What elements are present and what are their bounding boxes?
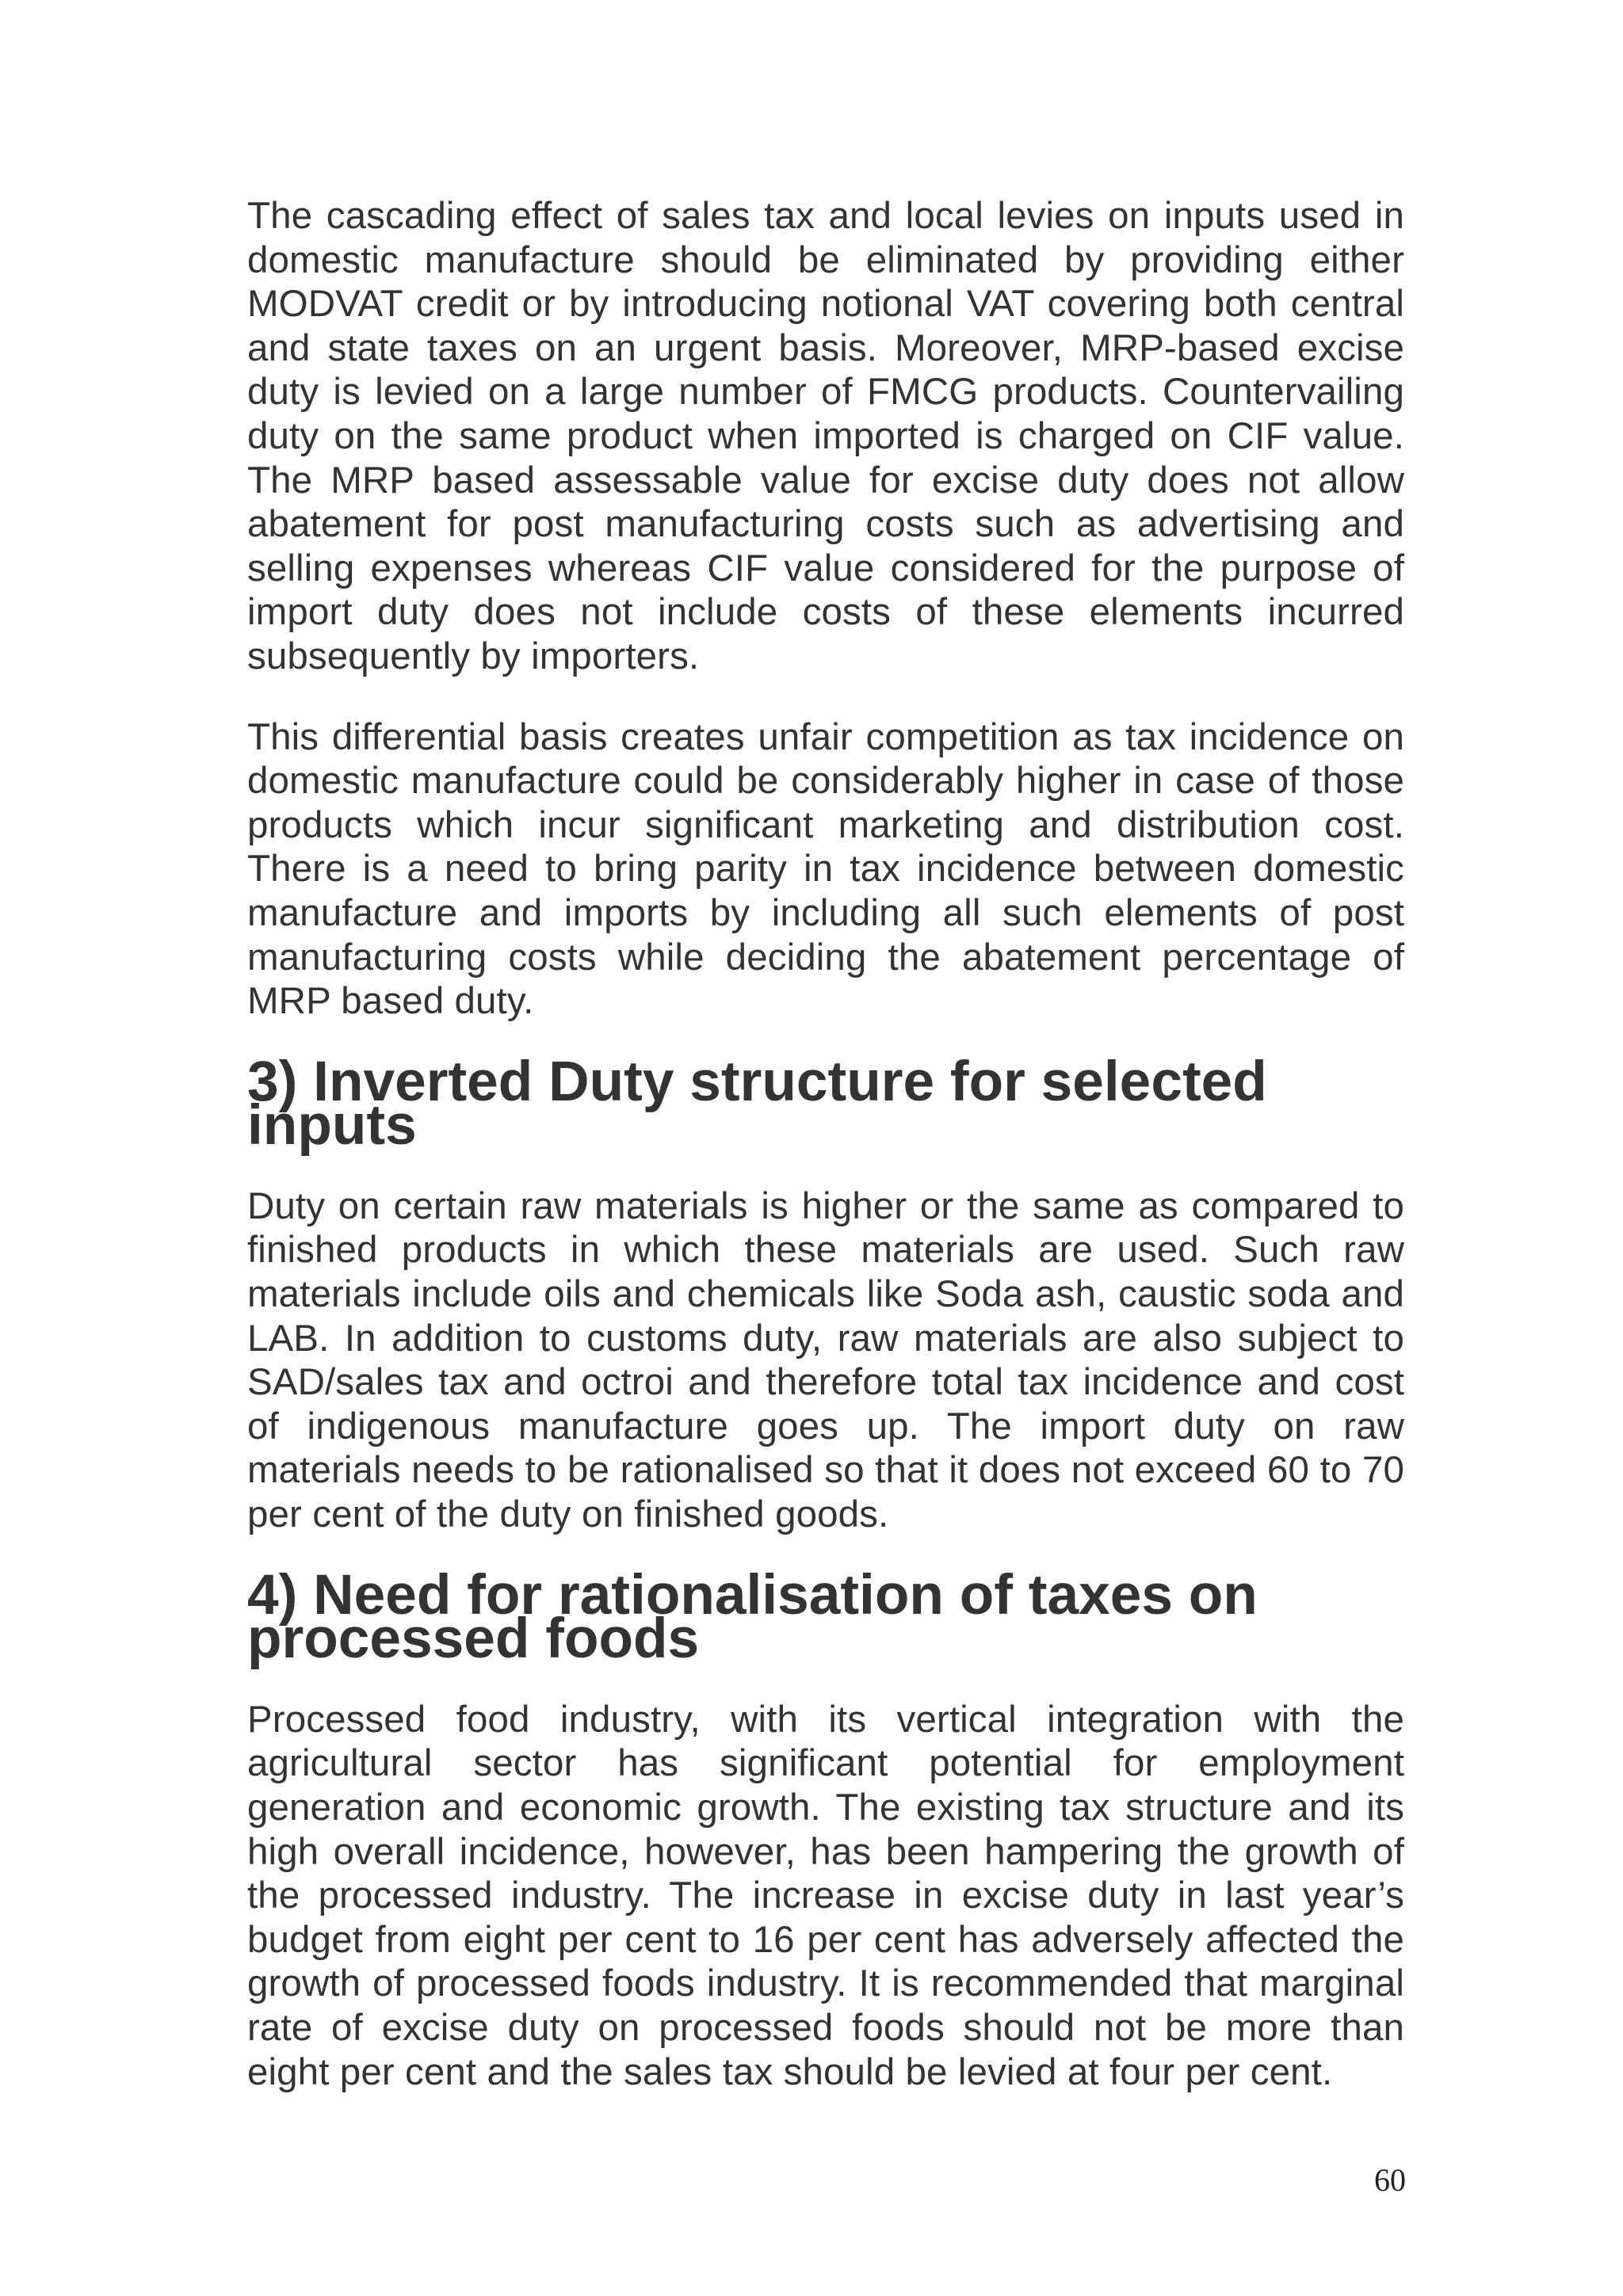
paragraph-raw-materials-duty: Duty on certain raw materials is higher or the same as compared to finished products in which these materials are used. Such raw materials include oils and chemicals like Soda ash, caustic soda and LAB. In addition to customs duty, raw materials are also subject to SAD/sales tax and octroi and therefore total tax incidence and cost of indigenous manufacture goes up. The import duty on raw materials needs to be rationalised so that it does not exceed 60 to 70 per cent of the duty on finished goods. xyxy=(247,1184,1404,1536)
page-body xyxy=(247,194,1404,2094)
section-heading-processed-foods: 4) Need for rationalisation of taxes on processed foods xyxy=(247,1562,1258,1671)
section-heading-inverted-duty: 3) Inverted Duty structure for selected inputs xyxy=(247,1049,1267,1158)
paragraph-cascading-effect: The cascading effect of sales tax and local levies on inputs used in domestic manufacture should be eliminated by providing either MODVAT credit or by introducing notional VAT covering both central and state taxes on an urgent basis. Moreover, MRP-based excise duty is levied on a large number of FMCG products. Countervailing duty on the same product when imported is charged on CIF value. The MRP based assessable value for excise duty does not allow abatement for post manufacturing costs such as advertising and selling expenses whereas CIF value considered for the purpose of import duty does not include costs of these elements incurred subsequently by importers. xyxy=(247,195,1404,677)
page-number: 60 xyxy=(1374,2162,1406,2198)
paragraph-differential-basis: This differential basis creates unfair competition as tax incidence on domestic manufacture could be considerably higher in case of those products which incur significant marketing and distribution cost. There is a need to bring parity in tax incidence between domestic manufacture and imports by including all such elements of post manufacturing costs while deciding the abatement percentage of MRP based duty. xyxy=(247,715,1404,1023)
paragraph-processed-food-industry: Processed food industry, with its vertical integration with the agricultural sector has significant potential for employment generation and economic growth. The existing tax structure and its high overall incidence, however, has been hampering the growth of the processed industry. The increase in excise duty in last year’s budget from eight per cent to 16 per cent has adversely affected the growth of processed foods industry. It is recommended that marginal rate of excise duty on processed foods should not be more than eight per cent and the sales tax should be levied at four per cent. xyxy=(247,1698,1404,2093)
